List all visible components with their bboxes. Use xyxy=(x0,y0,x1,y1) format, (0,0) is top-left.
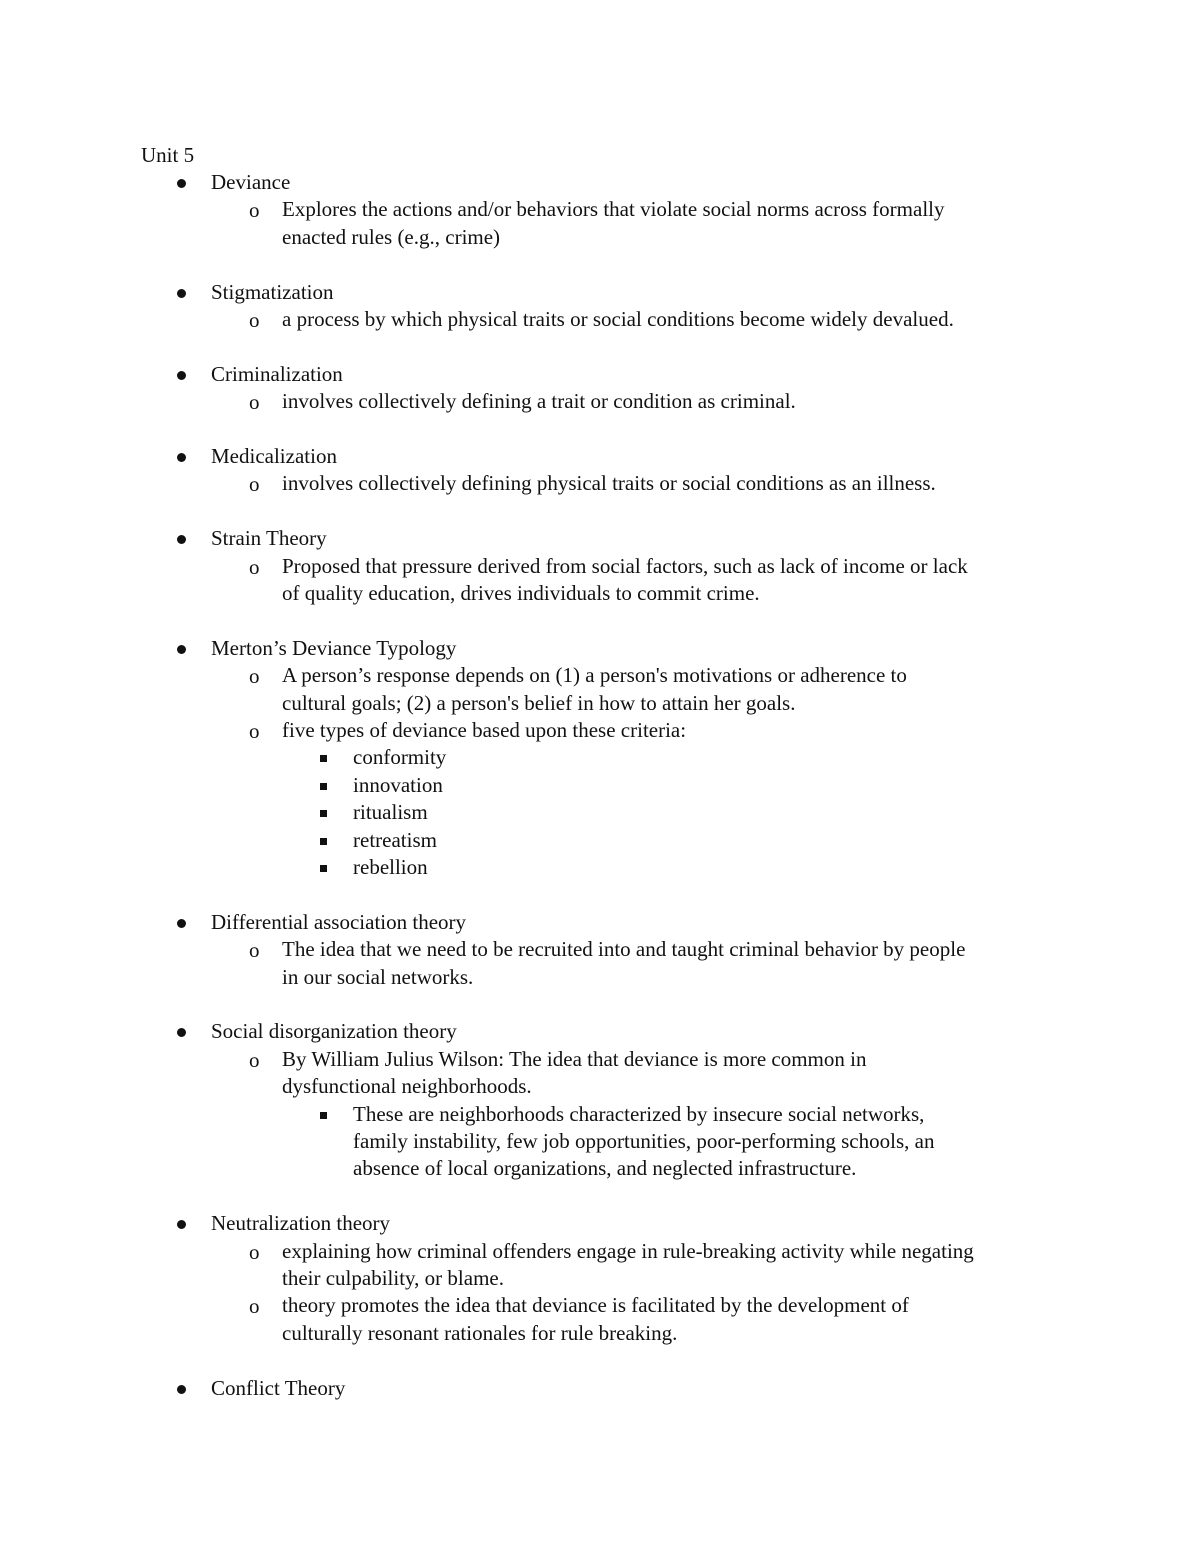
section-subpoint-line: conformity xyxy=(353,745,447,770)
bullet-circle-icon: o xyxy=(249,554,260,579)
section-point xyxy=(282,936,965,991)
section-subpoint-line: innovation xyxy=(353,772,443,797)
bullet-disc-icon xyxy=(177,371,186,380)
section-heading: Neutralization theory xyxy=(211,1211,391,1236)
bullet-circle-icon: o xyxy=(249,472,260,497)
section-heading: Conflict Theory xyxy=(211,1375,346,1400)
section-heading: Differential association theory xyxy=(211,909,467,934)
section-point-line: dysfunctional neighborhoods. xyxy=(282,1074,532,1099)
section-point-line: enacted rules (e.g., crime) xyxy=(282,224,501,249)
bullet-disc-icon xyxy=(177,453,186,462)
section-heading: Merton’s Deviance Typology xyxy=(211,635,457,660)
section-point xyxy=(282,717,686,744)
bullet-disc-icon xyxy=(177,1220,186,1229)
section-point-line: The idea that we need to be recruited into and taught criminal behavior by people xyxy=(282,937,966,962)
bullet-circle-icon: o xyxy=(249,938,260,963)
section-subpoint xyxy=(353,854,428,881)
section-point-line: involves collectively defining physical traits or social conditions as an illness. xyxy=(282,471,936,496)
bullet-disc-icon xyxy=(177,1028,186,1037)
section-point xyxy=(282,388,796,415)
section-heading: Criminalization xyxy=(211,361,343,386)
section-subpoint xyxy=(353,772,443,799)
section-point xyxy=(282,1238,974,1293)
section-heading: Strain Theory xyxy=(211,526,327,551)
bullet-square-icon xyxy=(320,755,327,762)
section-point xyxy=(282,470,936,497)
section-subpoint xyxy=(353,1101,934,1183)
section-point-line: Proposed that pressure derived from social factors, such as lack of income or lack xyxy=(282,553,968,578)
section-heading: Medicalization xyxy=(211,444,337,468)
section-point xyxy=(282,662,907,717)
bullet-circle-icon: o xyxy=(249,664,260,689)
section-point xyxy=(282,1292,909,1347)
bullet-circle-icon: o xyxy=(249,390,260,415)
section-point-line: A person’s response depends on (1) a person's motivations or adherence to xyxy=(282,663,907,688)
bullet-disc-icon xyxy=(177,919,186,928)
section-subpoint-line: ritualism xyxy=(353,800,428,825)
section-subpoint-line: family instability, few job opportunities, poor-performing schools, an xyxy=(353,1129,935,1153)
bullet-circle-icon: o xyxy=(249,1294,260,1319)
section-point-line: cultural goals; (2) a person's belief in how to attain her goals. xyxy=(282,690,796,715)
bullet-circle-icon: o xyxy=(249,1239,260,1264)
bullet-disc-icon xyxy=(177,1385,186,1394)
bullet-disc-icon xyxy=(177,535,186,544)
bullet-circle-icon: o xyxy=(249,308,260,332)
section-heading: Social disorganization theory xyxy=(211,1019,457,1044)
page-title: Unit 5 xyxy=(141,143,195,167)
section-subpoint xyxy=(353,799,428,826)
section-point-line: Explores the actions and/or behaviors that violate social norms across formally xyxy=(282,197,945,222)
section-heading: Deviance xyxy=(211,170,291,194)
section-subpoint-line: retreatism xyxy=(353,827,437,852)
section-subpoint xyxy=(353,827,437,854)
bullet-circle-icon: o xyxy=(249,198,260,223)
section-subpoint-line: rebellion xyxy=(353,855,428,879)
section-point-line: explaining how criminal offenders engage in rule-breaking activity while negating xyxy=(282,1238,974,1263)
bullet-square-icon xyxy=(320,838,327,845)
section-point xyxy=(282,1046,866,1101)
section-point xyxy=(282,196,944,251)
section-subpoint-line: absence of local organizations, and neglected infrastructure. xyxy=(353,1156,857,1181)
section-point-line: culturally resonant rationales for rule breaking. xyxy=(282,1320,678,1345)
bullet-disc-icon xyxy=(177,289,186,298)
section-point-line: their culpability, or blame. xyxy=(282,1266,504,1290)
bullet-circle-icon: o xyxy=(249,1047,260,1072)
section-point-line: theory promotes the idea that deviance is facilitated by the development of xyxy=(282,1293,909,1318)
bullet-square-icon xyxy=(320,783,327,790)
bullet-square-icon xyxy=(320,865,327,872)
section-point-line: By William Julius Wilson: The idea that deviance is more common in xyxy=(282,1046,867,1071)
section-point-line: in our social networks. xyxy=(282,964,474,989)
section-point-line: of quality education, drives individuals to commit crime. xyxy=(282,581,760,605)
section-heading: Stigmatization xyxy=(211,279,334,304)
section-point-line: involves collectively defining a trait or condition as criminal. xyxy=(282,389,796,414)
section-subpoint xyxy=(353,744,446,771)
section-point xyxy=(282,553,968,608)
bullet-circle-icon: o xyxy=(249,719,260,743)
section-point-line: five types of deviance based upon these criteria: xyxy=(282,718,687,742)
section-point xyxy=(282,306,954,333)
bullet-square-icon xyxy=(320,810,327,817)
section-subpoint-line: These are neighborhoods characterized by insecure social networks, xyxy=(353,1101,925,1126)
section-point-line: a process by which physical traits or social conditions become widely devalued. xyxy=(282,307,954,331)
bullet-square-icon xyxy=(320,1112,327,1119)
bullet-disc-icon xyxy=(177,645,186,654)
bullet-disc-icon xyxy=(177,179,186,188)
